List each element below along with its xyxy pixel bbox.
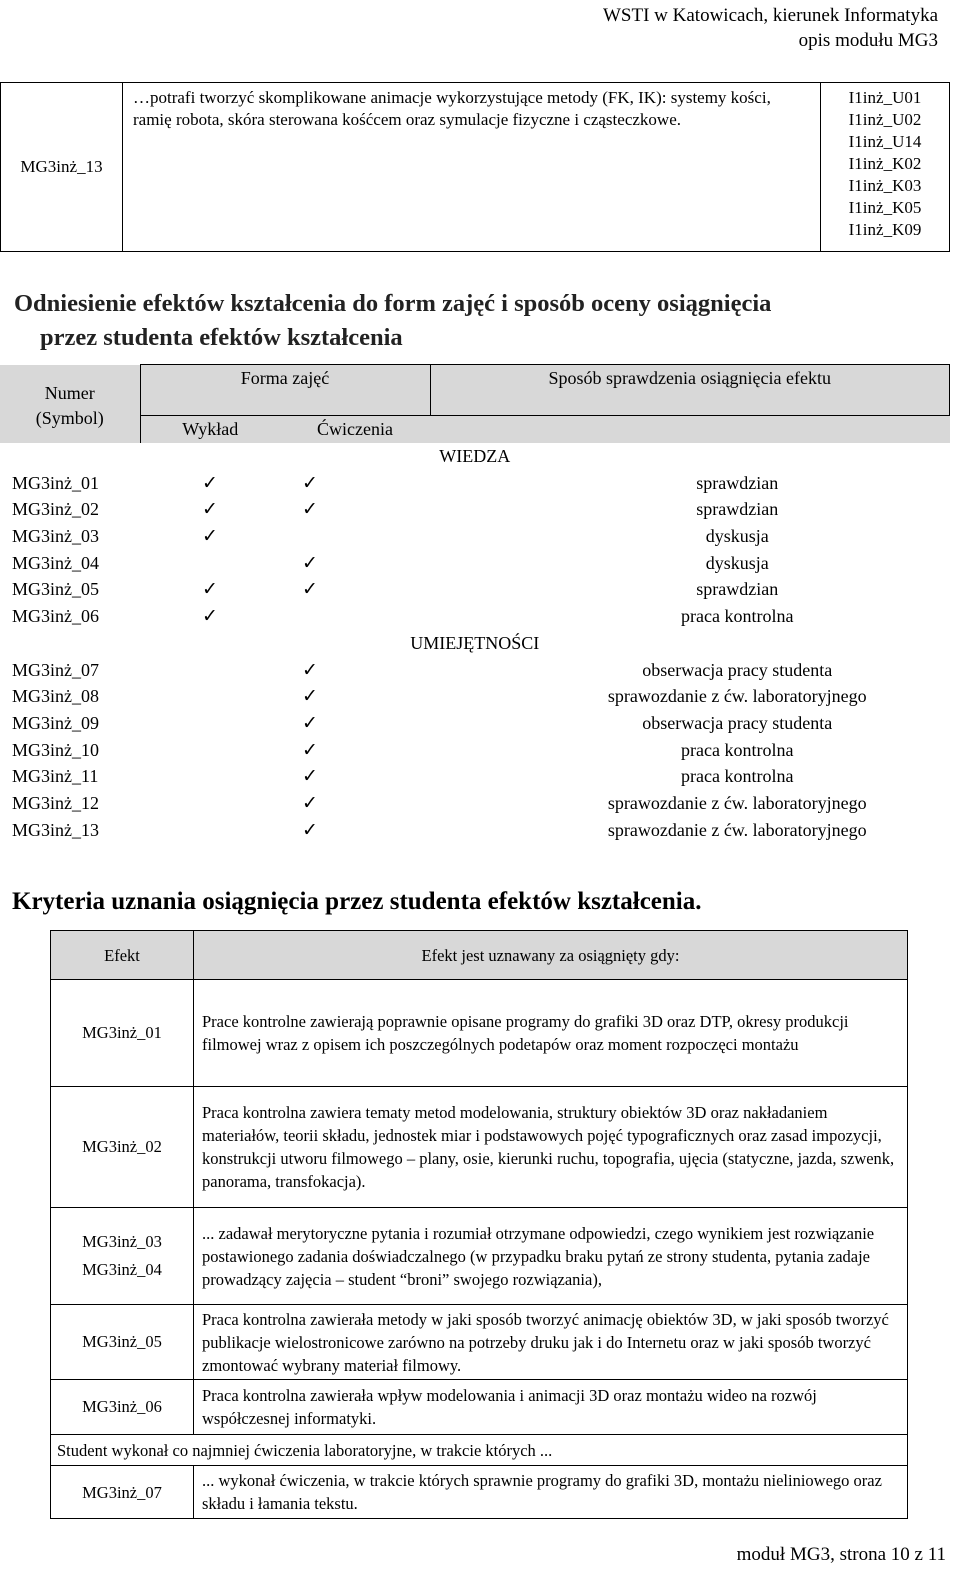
wyklad-check-icon: ✓ xyxy=(202,525,218,548)
cwiczenia-check-icon: ✓ xyxy=(302,685,318,708)
wyklad-check-icon xyxy=(140,736,280,763)
row-code: MG3inż_12 xyxy=(12,792,99,813)
row-method: dyskusja xyxy=(705,526,769,547)
header-filler xyxy=(430,416,950,443)
criteria-text: Prace kontrolne zawierają poprawnie opisane programy do grafiki 3D oraz DTP, okresy produkcji filmowej wraz z opisem ich poszczególnych podetapów oraz moment rozpoczęci montażu xyxy=(194,980,908,1087)
wyklad-check-icon xyxy=(140,656,280,683)
cwiczenia-header: Ćwiczenia xyxy=(280,416,430,443)
criteria-code: MG3inż_07 xyxy=(51,1466,194,1519)
reference-code: I1inż_U14 xyxy=(848,132,922,151)
group-wiedza: WIEDZA xyxy=(439,446,511,467)
wyklad-check-icon xyxy=(140,710,280,737)
wyklad-check-icon xyxy=(140,763,280,790)
section-title-1-cont: przez studenta efektów kształcenia xyxy=(40,324,403,351)
row-code: MG3inż_01 xyxy=(12,472,99,493)
criteria-table xyxy=(50,930,908,1519)
header-module: opis modułu MG3 xyxy=(798,30,938,51)
wyklad-check-icon xyxy=(140,549,280,576)
forma-header: Forma zajęć xyxy=(140,365,430,416)
cwiczenia-check-icon: ✓ xyxy=(302,738,318,761)
reference-code: I1inż_U02 xyxy=(848,110,922,129)
effect-description: …potrafi tworzyć skomplikowane animacje wykorzystujące metody (FK, IK): systemy kości, ramię robota, skóra sterowana kośćcem oraz symulacje fizyczne i cząsteczkowe. xyxy=(123,83,821,252)
cwiczenia-check-icon: ✓ xyxy=(302,818,318,841)
wyklad-check-icon: ✓ xyxy=(202,498,218,521)
reference-code: I1inż_K05 xyxy=(848,198,922,217)
row-method: sprawozdanie z ćw. laboratoryjnego xyxy=(607,686,867,707)
row-method: sprawdzian xyxy=(696,472,779,493)
table-row xyxy=(0,683,950,710)
section-title-2: Kryteria uznania osiągnięcia przez studenta efektów kształcenia. xyxy=(12,888,702,915)
row-method: sprawdzian xyxy=(696,499,779,520)
criteria-span-text: Student wykonał co najmniej ćwiczenia laboratoryjne, w trakcie których ... xyxy=(51,1435,908,1466)
row-code: MG3inż_09 xyxy=(12,712,99,733)
table-row xyxy=(0,496,950,523)
table-row xyxy=(0,790,950,817)
row-method: dyskusja xyxy=(705,552,769,573)
reference-code: I1inż_K03 xyxy=(848,176,922,195)
reference-code: I1inż_K09 xyxy=(848,220,922,239)
table-row xyxy=(0,469,950,496)
criteria-row xyxy=(51,1087,908,1208)
row-code: MG3inż_03 xyxy=(12,526,99,547)
cwiczenia-check-icon: ✓ xyxy=(302,471,318,494)
criteria-row xyxy=(51,1208,908,1305)
row-method: praca kontrolna xyxy=(681,739,794,760)
cwiczenia-check-icon: ✓ xyxy=(302,578,318,601)
row-method: obserwacja pracy studenta xyxy=(642,712,833,733)
forms-table xyxy=(0,364,950,843)
row-code: MG3inż_11 xyxy=(12,766,99,787)
row-method: sprawozdanie z ćw. laboratoryjnego xyxy=(607,792,867,813)
row-method: praca kontrolna xyxy=(681,606,794,627)
symbol-label: (Symbol) xyxy=(35,407,104,428)
group-umiejetnosci: UMIEJĘTNOŚCI xyxy=(410,632,540,653)
reference-code: I1inż_U01 xyxy=(848,88,922,107)
table-row xyxy=(0,736,950,763)
criteria-row xyxy=(51,1380,908,1435)
row-code: MG3inż_10 xyxy=(12,739,99,760)
row-method: praca kontrolna xyxy=(681,766,794,787)
cwiczenia-check-icon: ✓ xyxy=(302,551,318,574)
criteria-text: ... zadawał merytoryczne pytania i rozumiał otrzymane odpowiedzi, czego wynikiem jest rozwiązanie postawionego zadania doświadczalnego (w przypadku braku pytań ze strony studenta, pytania zadaje prowadzący zajęcia – student “broni” swojego rozwiązania), xyxy=(194,1208,908,1305)
criteria-code: MG3inż_05 xyxy=(51,1305,194,1380)
effect-references xyxy=(821,83,950,252)
cwiczenia-check-icon: ✓ xyxy=(302,498,318,521)
row-code: MG3inż_08 xyxy=(12,686,99,707)
cwiczenia-check-icon: ✓ xyxy=(302,791,318,814)
numer-label: Numer xyxy=(44,382,95,403)
table-row xyxy=(0,576,950,603)
row-method: obserwacja pracy studenta xyxy=(642,659,833,680)
table-row xyxy=(0,816,950,843)
criteria-header: Efekt jest uznawany za osiągnięty gdy: xyxy=(194,931,908,980)
cwiczenia-check-icon: ✓ xyxy=(302,658,318,681)
wyklad-check-icon xyxy=(140,790,280,817)
criteria-row xyxy=(51,1466,908,1519)
criteria-text: Praca kontrolna zawierała wpływ modelowania i animacji 3D oraz montażu wideo na rozwój współczesnej informatyki. xyxy=(194,1380,908,1435)
wyklad-header: Wykład xyxy=(140,416,280,443)
table-row xyxy=(0,603,950,630)
criteria-text: Praca kontrolna zawierała metody w jaki sposób tworzyć animację obiektów 3D, w jaki sposób tworzyć publikacje wielostronicowe zarówno na potrzeby druku jak i do Internetu oraz w jaki sposób tworzyć zmontować wybrany materiał filmowy. xyxy=(194,1305,908,1380)
row-method: sprawdzian xyxy=(696,579,779,600)
cwiczenia-check-icon xyxy=(280,603,430,630)
sposob-header: Sposób sprawdzenia osiągnięcia efektu xyxy=(430,365,950,416)
row-code: MG3inż_13 xyxy=(12,819,99,840)
wyklad-check-icon: ✓ xyxy=(202,578,218,601)
effect-code: MG3inż_13 xyxy=(1,83,123,252)
row-code: MG3inż_05 xyxy=(12,579,99,600)
table-row xyxy=(0,549,950,576)
wyklad-check-icon xyxy=(140,816,280,843)
criteria-row xyxy=(51,1305,908,1380)
cwiczenia-check-icon: ✓ xyxy=(302,765,318,788)
wyklad-check-icon: ✓ xyxy=(202,605,218,628)
criteria-code: MG3inż_01 xyxy=(51,980,194,1087)
criteria-code: MG3inż_06 xyxy=(51,1380,194,1435)
criteria-code: MG3inż_03 MG3inż_04 xyxy=(51,1208,194,1305)
reference-code: I1inż_K02 xyxy=(848,154,922,173)
row-code: MG3inż_06 xyxy=(12,606,99,627)
table-row xyxy=(0,763,950,790)
criteria-row xyxy=(51,980,908,1087)
wyklad-check-icon: ✓ xyxy=(202,471,218,494)
table-row xyxy=(0,710,950,737)
header-institution: WSTI w Katowicach, kierunek Informatyka xyxy=(602,5,938,26)
page-footer: moduł MG3, strona 10 z 11 xyxy=(736,1544,946,1565)
row-code: MG3inż_04 xyxy=(12,552,99,573)
numer-header xyxy=(0,365,140,443)
row-code: MG3inż_07 xyxy=(12,659,99,680)
cwiczenia-check-icon: ✓ xyxy=(302,711,318,734)
section-title-1: Odniesienie efektów kształcenia do form zajęć i sposób oceny osiągnięcia xyxy=(14,290,772,317)
criteria-text: Praca kontrolna zawiera tematy metod modelowania, struktury obiektów 3D oraz nakładaniem materiałów, teorii składu, jednostek miar i podstawowych pojęć typograficznych oraz zasad impozycji, konstrukcji utworu filmowego – plany, osie, kierunki ruchu, topografia, ujęcia (statyczne, jazda, szwenk, panorama, transfokacja). xyxy=(194,1087,908,1208)
row-method: sprawozdanie z ćw. laboratoryjnego xyxy=(607,819,867,840)
criteria-code: MG3inż_02 xyxy=(51,1087,194,1208)
effect-continuation-table xyxy=(0,82,950,252)
table-row xyxy=(0,656,950,683)
cwiczenia-check-icon xyxy=(280,523,430,550)
criteria-text: ... wykonał ćwiczenia, w trakcie których sprawnie programy do grafiki 3D, montażu nieliniowego oraz składu i łamania tekstu. xyxy=(194,1466,908,1519)
table-row xyxy=(0,523,950,550)
wyklad-check-icon xyxy=(140,683,280,710)
row-code: MG3inż_02 xyxy=(12,499,99,520)
efekt-header: Efekt xyxy=(51,931,194,980)
